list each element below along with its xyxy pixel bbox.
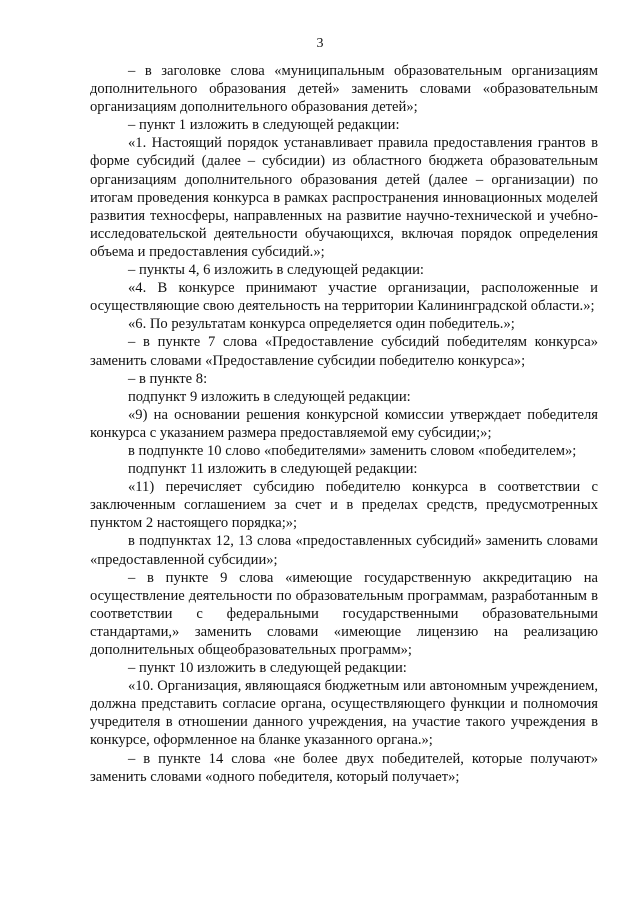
paragraph-item-10-intro: – пункт 10 изложить в следующей редакции: <box>128 660 407 677</box>
paragraph-item-9: – в пункте 9 слова «имеющие государственную аккредитацию на осуществление деятельности по образовательным программам, разработанным в соответствии с федеральными государственными образовательными стандартами,» заменить словами «имеющие лицензию на реализацию дополнительных общеобразовательных программ»; <box>90 569 598 658</box>
paragraph-subitem-9-text: «9) на основании решения конкурсной комиссии утверждает победителя конкурса с указанием размера предоставляемой ему субсидии;»; <box>90 406 598 441</box>
paragraph-item-7: – в пункте 7 слова «Предоставление субсидий победителям конкурса» заменить словами «Предоставление субсидии победителю конкурса»; <box>90 334 598 369</box>
paragraph-subitem-10: в подпункте 10 слово «победителями» заменить словом «победителем»; <box>128 442 577 459</box>
page-number: 3 <box>316 36 324 51</box>
paragraph-item-6-text: «6. По результатам конкурса определяется один победитель.»; <box>128 316 515 333</box>
paragraph-item-1-intro: – пункт 1 изложить в следующей редакции: <box>128 117 400 134</box>
paragraph-subitems-12-13: в подпунктах 12, 13 слова «предоставленных субсидий» заменить словами «предоставленной субсидии»; <box>90 533 598 568</box>
paragraph-item-4-text: «4. В конкурсе принимают участие организации, расположенные и осуществляющие свою деятельность на территории Калининградской области.»; <box>90 280 598 315</box>
paragraph-item-1-text: «1. Настоящий порядок устанавливает правила предоставления грантов в форме субсидий (далее – субсидии) из областного бюджета образовательным организациям дополнительного образования детей (далее – организации) по итогам проведения конкурса в рамках распространения инновационных моделей развития техносферы, направленных на развитие научно-технической и учебно-исследовательской деятельности обучающихся, включая порядок определения объема и предоставления субсидий.»; <box>90 135 598 260</box>
paragraph-subitem-9-intro: подпункт 9 изложить в следующей редакции: <box>128 388 411 405</box>
paragraph-subitem-11-text: «11) перечисляет субсидию победителю конкурса в соответствии с заключенным соглашением за счет и в пределах средств, предусмотренных пунктом 2 настоящего порядка;»; <box>90 479 598 532</box>
document-body <box>90 62 598 786</box>
paragraph-subitem-11-intro: подпункт 11 изложить в следующей редакции: <box>128 461 418 478</box>
paragraph-items-4-6-intro: – пункты 4, 6 изложить в следующей редакции: <box>128 262 424 279</box>
paragraph-item-14: – в пункте 14 слова «не более двух победителей, которые получают» заменить словами «одного победителя, который получает»; <box>90 750 598 785</box>
paragraph-item-10-text: «10. Организация, являющаяся бюджетным или автономным учреждением, должна представить согласие органа, осуществляющего функции и полномочия учредителя в отношении данного учреждения, на участие такого учреждения в конкурсе, оформленное на бланке указанного органа.»; <box>90 678 598 749</box>
paragraph-heading-amendment: – в заголовке слова «муниципальным образовательным организациям дополнительного образования детей» заменить словами «образовательным организациям дополнительного образования детей»; <box>90 63 598 116</box>
paragraph-item-8-intro: – в пункте 8: <box>128 370 208 387</box>
